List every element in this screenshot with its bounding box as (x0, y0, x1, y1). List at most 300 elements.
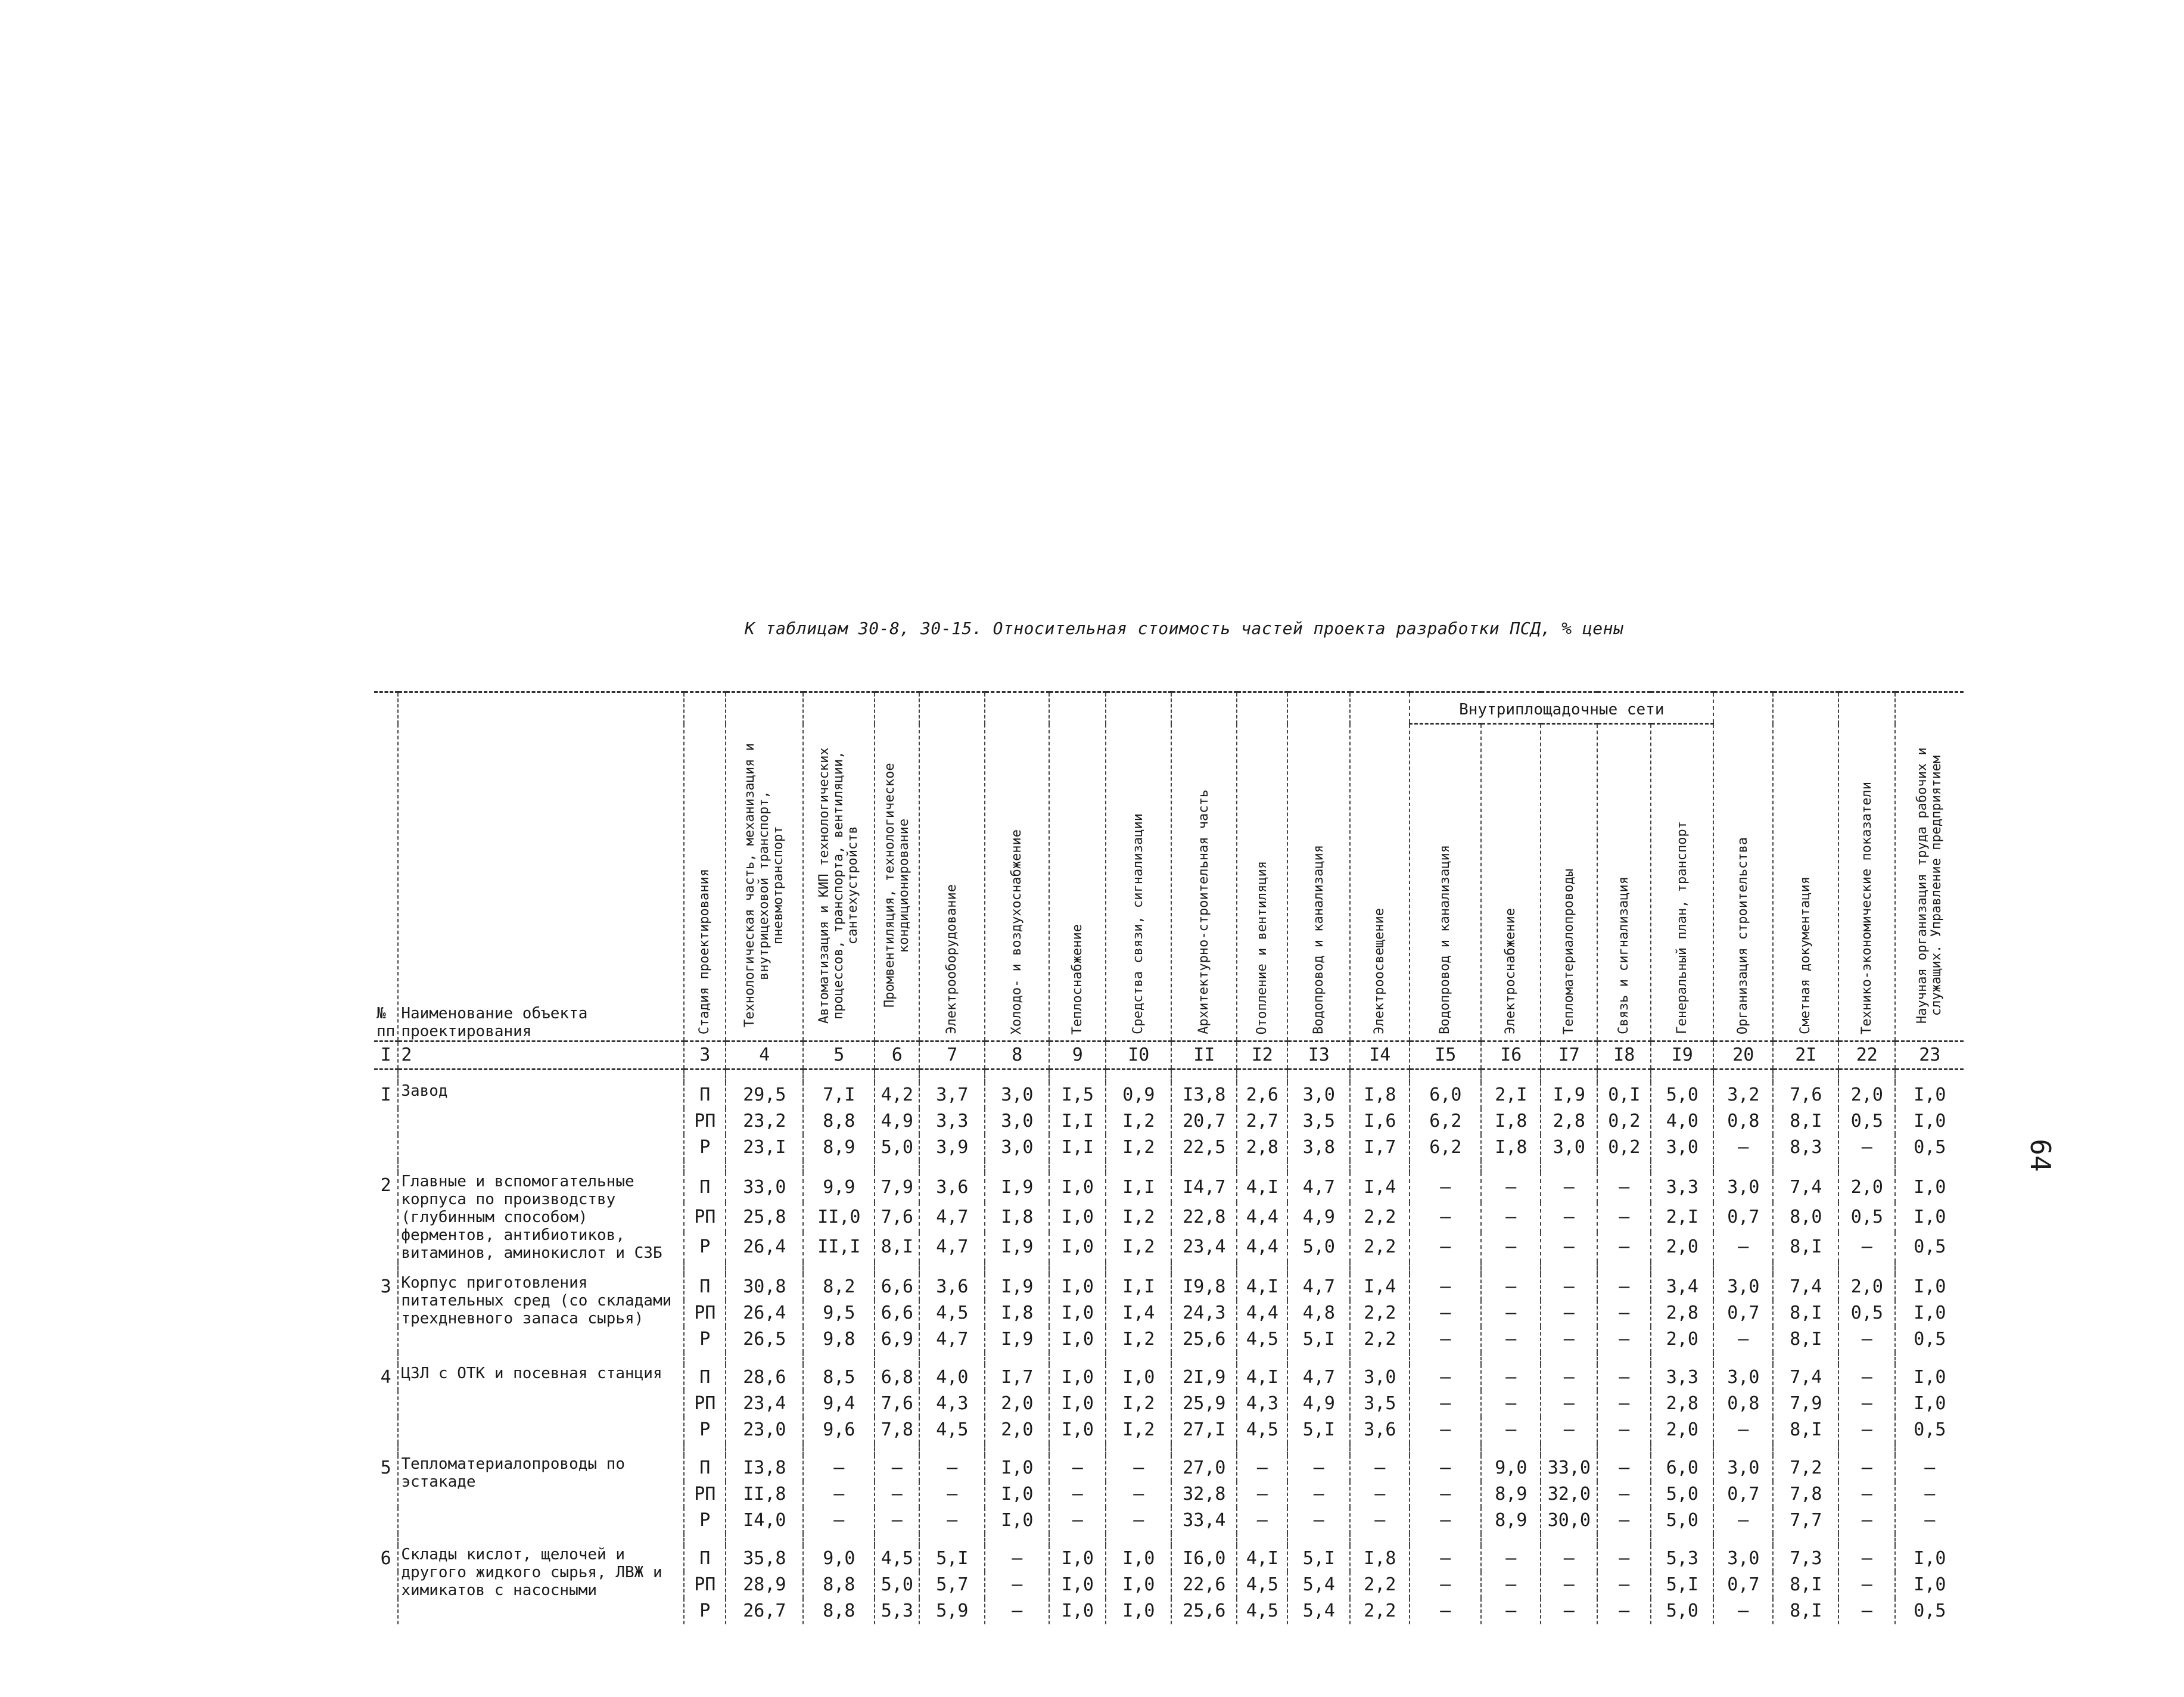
header-col-21 (1773, 692, 1838, 1042)
spacer-cell (1651, 1262, 1713, 1274)
value-cell: – (875, 1481, 919, 1508)
spacer-cell (1350, 1443, 1410, 1455)
value-cell: – (1410, 1508, 1481, 1534)
value-cell: – (1541, 1232, 1597, 1262)
column-number: 6 (875, 1042, 919, 1070)
value-cell: 33,0 (1541, 1455, 1597, 1481)
header-col-7 (919, 692, 985, 1042)
value-cell: 2,I (1481, 1082, 1541, 1108)
value-cell: – (985, 1546, 1049, 1572)
header-col-8 (985, 692, 1049, 1042)
value-cell: – (1481, 1173, 1541, 1202)
spacer-cell (1481, 1262, 1541, 1274)
spacer-cell (374, 1070, 398, 1083)
value-cell: – (1541, 1598, 1597, 1624)
value-cell: 4,4 (1237, 1300, 1287, 1326)
spacer-cell (1481, 1070, 1541, 1083)
column-number: I8 (1597, 1042, 1651, 1070)
value-cell: 7,I (803, 1082, 875, 1108)
value-cell: 0,2 (1597, 1108, 1651, 1135)
value-cell: 32,0 (1541, 1481, 1597, 1508)
header-col-8-text: Холодо- и воздухоснабжение (1009, 829, 1025, 1034)
column-number: I3 (1287, 1042, 1350, 1070)
value-cell: – (1481, 1365, 1541, 1391)
cost-table (374, 691, 1964, 1624)
column-number: I4 (1350, 1042, 1410, 1070)
value-cell: I,7 (985, 1365, 1049, 1391)
header-col-7-wrap (922, 725, 982, 1040)
value-cell: 4,4 (1237, 1232, 1287, 1262)
value-cell: – (1713, 1417, 1773, 1443)
value-cell: – (875, 1455, 919, 1481)
column-number: 9 (1049, 1042, 1106, 1070)
header-col-17-wrap (1544, 725, 1594, 1040)
stage-cell: РП (684, 1108, 726, 1135)
spacer-cell (1237, 1443, 1287, 1455)
value-cell: 0,5 (1838, 1300, 1895, 1326)
value-cell: – (1410, 1326, 1481, 1353)
column-number: I6 (1481, 1042, 1541, 1070)
value-cell: 22,8 (1171, 1202, 1237, 1232)
spacer-cell (726, 1443, 803, 1455)
value-cell: I,0 (1895, 1202, 1964, 1232)
value-cell: – (803, 1508, 875, 1534)
value-cell: 0,I (1597, 1082, 1651, 1108)
value-cell: 4,5 (1237, 1598, 1287, 1624)
value-cell: – (1481, 1572, 1541, 1598)
value-cell: I,0 (1895, 1300, 1964, 1326)
spacer-cell (985, 1070, 1049, 1083)
value-cell: I,0 (1106, 1598, 1171, 1624)
value-cell: 8,I (1773, 1326, 1838, 1353)
value-cell: – (1597, 1455, 1651, 1481)
value-cell: 6,6 (875, 1274, 919, 1300)
spacer-cell (1895, 1534, 1964, 1546)
spacer-cell (919, 1443, 985, 1455)
value-cell: 0,8 (1713, 1391, 1773, 1417)
value-cell: I,0 (1895, 1173, 1964, 1202)
value-cell: – (1713, 1135, 1773, 1161)
spacer-cell (1541, 1443, 1597, 1455)
value-cell: 0,9 (1106, 1082, 1171, 1108)
value-cell: 26,4 (726, 1232, 803, 1262)
spacer-cell (1773, 1353, 1838, 1365)
spacer-cell (1597, 1353, 1651, 1365)
spacer-cell (1713, 1070, 1773, 1083)
value-cell: – (1838, 1481, 1895, 1508)
value-cell: 23,4 (726, 1391, 803, 1417)
value-cell: 4,I (1237, 1173, 1287, 1202)
spacer-cell (684, 1161, 726, 1173)
value-cell: 8,2 (803, 1274, 875, 1300)
table-row (374, 1365, 1964, 1391)
value-cell: 5,I (1287, 1546, 1350, 1572)
spacer-cell (1106, 1262, 1171, 1274)
value-cell: – (1410, 1546, 1481, 1572)
value-cell: 30,8 (726, 1274, 803, 1300)
value-cell: 23,I (726, 1135, 803, 1161)
value-cell: 3,8 (1287, 1135, 1350, 1161)
value-cell: II,8 (726, 1481, 803, 1508)
value-cell: I,4 (1350, 1274, 1410, 1300)
header-col-10-text: Средства связи, сигнализации (1131, 813, 1146, 1034)
value-cell: 8,8 (803, 1572, 875, 1598)
spacer-cell (1171, 1262, 1237, 1274)
spacer-cell (875, 1534, 919, 1546)
value-cell: 5,4 (1287, 1572, 1350, 1598)
value-cell: 5,I (1651, 1572, 1713, 1598)
header-col-5 (803, 692, 875, 1042)
value-cell: 32,8 (1171, 1481, 1237, 1508)
value-cell: 3,0 (1713, 1365, 1773, 1391)
header-col-19 (1651, 724, 1713, 1042)
value-cell: – (1410, 1391, 1481, 1417)
spacer-cell (374, 1443, 398, 1455)
value-cell: 22,6 (1171, 1572, 1237, 1598)
value-cell: I,8 (1350, 1546, 1410, 1572)
value-cell: 7,6 (1773, 1082, 1838, 1108)
value-cell: 3,9 (919, 1135, 985, 1161)
value-cell: I,0 (1049, 1598, 1106, 1624)
value-cell: 7,6 (875, 1391, 919, 1417)
value-cell: 30,0 (1541, 1508, 1597, 1534)
value-cell: I,8 (985, 1202, 1049, 1232)
header-col-15 (1410, 724, 1481, 1042)
spacer-cell (1773, 1070, 1838, 1083)
object-name: Склады кислот, щелочей и другого жидкого сырья, ЛВЖ и химикатов с насосными (398, 1546, 684, 1624)
value-cell: – (1481, 1274, 1541, 1300)
value-cell: 8,I (875, 1232, 919, 1262)
spacer-cell (1481, 1534, 1541, 1546)
spacer-cell (1541, 1353, 1597, 1365)
value-cell: – (1597, 1202, 1651, 1232)
value-cell: 2,8 (1541, 1108, 1597, 1135)
value-cell: 2,8 (1237, 1135, 1287, 1161)
value-cell: – (1350, 1508, 1410, 1534)
stage-cell: П (684, 1274, 726, 1300)
value-cell: – (1597, 1572, 1651, 1598)
value-cell: – (1838, 1365, 1895, 1391)
header-col-19-wrap (1654, 725, 1710, 1040)
value-cell: I,0 (1049, 1572, 1106, 1598)
header-col-13-wrap (1290, 725, 1347, 1040)
spacer-cell (1106, 1353, 1171, 1365)
spacer-cell (1651, 1443, 1713, 1455)
value-cell: 3,0 (1713, 1173, 1773, 1202)
spacer-cell (684, 1353, 726, 1365)
value-cell: 2,2 (1350, 1572, 1410, 1598)
value-cell: – (1410, 1232, 1481, 1262)
header-col-11-wrap (1174, 725, 1234, 1040)
value-cell: I,2 (1106, 1135, 1171, 1161)
table-row (374, 1082, 1964, 1108)
object-name: Завод (398, 1082, 684, 1161)
value-cell: 5,0 (1651, 1508, 1713, 1534)
spacer-cell (1237, 1262, 1287, 1274)
value-cell: – (1106, 1455, 1171, 1481)
value-cell: – (1838, 1391, 1895, 1417)
spacer-cell (1237, 1534, 1287, 1546)
value-cell: – (1597, 1326, 1651, 1353)
column-number: I5 (1410, 1042, 1481, 1070)
value-cell: 7,4 (1773, 1274, 1838, 1300)
spacer-cell (1481, 1161, 1541, 1173)
value-cell: – (1049, 1508, 1106, 1534)
value-cell: 2,2 (1350, 1202, 1410, 1232)
value-cell: I,8 (1481, 1135, 1541, 1161)
value-cell: 25,8 (726, 1202, 803, 1232)
row-number: I (380, 1084, 391, 1105)
value-cell: – (1410, 1598, 1481, 1624)
value-cell: 3,0 (985, 1135, 1049, 1161)
spacer-cell (1237, 1070, 1287, 1083)
row-number: 6 (380, 1548, 391, 1569)
value-cell: – (1838, 1598, 1895, 1624)
value-cell: 0,5 (1838, 1108, 1895, 1135)
value-cell: – (1597, 1365, 1651, 1391)
spacer-cell (1410, 1534, 1481, 1546)
value-cell: 3,0 (1350, 1365, 1410, 1391)
value-cell: 0,2 (1597, 1135, 1651, 1161)
spacer-cell (1350, 1161, 1410, 1173)
value-cell: 29,5 (726, 1082, 803, 1108)
value-cell: 3,0 (985, 1082, 1049, 1108)
column-number: 23 (1895, 1042, 1964, 1070)
value-cell: 4,5 (1237, 1326, 1287, 1353)
header-col-6-text: Промвентиляция, технологическое кондиционирование (882, 763, 911, 1008)
table-title: К таблицам 30-8, 30-15. Относительная стоимость частей проекта разработки ПСД, % цены (745, 618, 1624, 638)
row-number: 5 (380, 1457, 391, 1478)
spacer-cell (1895, 1070, 1964, 1083)
value-cell: 8,I (1773, 1572, 1838, 1598)
spacer-cell (1597, 1534, 1651, 1546)
value-cell: 9,4 (803, 1391, 875, 1417)
header-col-16 (1481, 724, 1541, 1042)
value-cell: 2,0 (1838, 1274, 1895, 1300)
column-number: 5 (803, 1042, 875, 1070)
spacer-cell (398, 1262, 684, 1274)
spacer-cell (1597, 1070, 1651, 1083)
row-number: 4 (380, 1367, 391, 1388)
value-cell: – (1597, 1417, 1651, 1443)
spacer-cell (1541, 1070, 1597, 1083)
value-cell: 4,7 (1287, 1173, 1350, 1202)
value-cell: – (1049, 1455, 1106, 1481)
spacer-cell (875, 1443, 919, 1455)
value-cell: – (1410, 1481, 1481, 1508)
value-cell: 2,0 (985, 1417, 1049, 1443)
value-cell: 4,8 (1287, 1300, 1350, 1326)
value-cell: 23,0 (726, 1417, 803, 1443)
stage-cell: Р (684, 1598, 726, 1624)
value-cell: 33,0 (726, 1173, 803, 1202)
value-cell: – (1350, 1455, 1410, 1481)
value-cell: – (1106, 1508, 1171, 1534)
header-col-6 (875, 692, 919, 1042)
spacer-cell (1838, 1534, 1895, 1546)
value-cell: – (1237, 1508, 1287, 1534)
value-cell: – (1597, 1232, 1651, 1262)
spacer-cell (1541, 1262, 1597, 1274)
value-cell: I,4 (1106, 1300, 1171, 1326)
table-row (374, 1274, 1964, 1300)
header-col-7-text: Электрооборудование (944, 884, 960, 1034)
header-col-16-text: Электроснабжение (1503, 908, 1519, 1034)
spacer-cell (374, 1534, 398, 1546)
header-col-13 (1287, 692, 1350, 1042)
value-cell: 28,6 (726, 1365, 803, 1391)
header-stage (684, 692, 726, 1042)
header-col-18 (1597, 724, 1651, 1042)
value-cell: – (1287, 1455, 1350, 1481)
value-cell: 5,0 (1651, 1481, 1713, 1508)
value-cell: I,2 (1106, 1417, 1171, 1443)
value-cell: 4,0 (919, 1365, 985, 1391)
stage-cell: П (684, 1455, 726, 1481)
spacer-cell (985, 1161, 1049, 1173)
value-cell: 0,5 (1838, 1202, 1895, 1232)
value-cell: 23,4 (1171, 1232, 1237, 1262)
spacer-cell (398, 1443, 684, 1455)
value-cell: 6,2 (1410, 1135, 1481, 1161)
stage-cell: РП (684, 1202, 726, 1232)
spacer-cell (726, 1353, 803, 1365)
header-col-9-text: Теплоснабжение (1069, 924, 1085, 1034)
value-cell: 33,4 (1171, 1508, 1237, 1534)
value-cell: 4,9 (1287, 1202, 1350, 1232)
value-cell: 5,3 (875, 1598, 919, 1624)
header-col-22-wrap (1841, 725, 1892, 1040)
value-cell: 8,I (1773, 1108, 1838, 1135)
value-cell: – (803, 1455, 875, 1481)
spacer-cell (1713, 1353, 1773, 1365)
header-col-9-wrap (1052, 725, 1103, 1040)
value-cell: I,2 (1106, 1232, 1171, 1262)
value-cell: 9,5 (803, 1300, 875, 1326)
value-cell: 4,4 (1237, 1202, 1287, 1232)
spacer-cell (1410, 1070, 1481, 1083)
value-cell: 4,0 (1651, 1108, 1713, 1135)
spacer-cell (1651, 1534, 1713, 1546)
value-cell: I,I (1106, 1274, 1171, 1300)
value-cell: I,0 (1106, 1572, 1171, 1598)
value-cell: – (1895, 1481, 1964, 1508)
spacer-cell (803, 1353, 875, 1365)
header-col-11-text: Архитектурно-строительная часть (1196, 790, 1212, 1034)
stage-cell: П (684, 1173, 726, 1202)
header-col-6-wrap (878, 725, 916, 1040)
value-cell: 7,9 (1773, 1391, 1838, 1417)
spacer-cell (875, 1262, 919, 1274)
header-stage-wrap (687, 725, 723, 1040)
spacer-cell (919, 1534, 985, 1546)
value-cell: 8,5 (803, 1365, 875, 1391)
spacer-cell (1410, 1353, 1481, 1365)
spacer-cell (1049, 1070, 1106, 1083)
header-col-10-wrap (1109, 725, 1168, 1040)
value-cell: 2,2 (1350, 1326, 1410, 1353)
value-cell: – (1237, 1455, 1287, 1481)
value-cell: 8,0 (1773, 1202, 1838, 1232)
table-row (374, 1455, 1964, 1481)
value-cell: I,0 (985, 1508, 1049, 1534)
value-cell: I,0 (1049, 1365, 1106, 1391)
value-cell: 4,2 (875, 1082, 919, 1108)
column-number: II (1171, 1042, 1237, 1070)
value-cell: – (803, 1481, 875, 1508)
header-col-12 (1237, 692, 1287, 1042)
header-col-16-wrap (1484, 725, 1538, 1040)
stage-cell: П (684, 1082, 726, 1108)
spacer-cell (803, 1443, 875, 1455)
value-cell: 4,3 (919, 1391, 985, 1417)
column-number: I9 (1651, 1042, 1713, 1070)
value-cell: 8,I (1773, 1417, 1838, 1443)
value-cell: – (1481, 1417, 1541, 1443)
value-cell: – (1541, 1572, 1597, 1598)
column-number: 8 (985, 1042, 1049, 1070)
spacer-cell (1895, 1262, 1964, 1274)
spacer-cell (1481, 1353, 1541, 1365)
value-cell: 3,0 (1541, 1135, 1597, 1161)
column-number: 4 (726, 1042, 803, 1070)
spacer-cell (726, 1161, 803, 1173)
spacer-cell (684, 1443, 726, 1455)
value-cell: 3,0 (1713, 1274, 1773, 1300)
spacer-cell (1171, 1534, 1237, 1546)
value-cell: – (1541, 1300, 1597, 1326)
spacer-cell (1651, 1161, 1713, 1173)
value-cell: – (1541, 1365, 1597, 1391)
spacer-cell (1287, 1262, 1350, 1274)
row-number: 3 (380, 1276, 391, 1297)
spacer-cell (1410, 1443, 1481, 1455)
spacer-cell (1895, 1443, 1964, 1455)
value-cell: II,0 (803, 1202, 875, 1232)
spacer-cell (1481, 1443, 1541, 1455)
spacer-cell (684, 1262, 726, 1274)
value-cell: 5,0 (1651, 1082, 1713, 1108)
value-cell: 3,2 (1713, 1082, 1773, 1108)
value-cell: I,0 (1049, 1232, 1106, 1262)
spacer-cell (1171, 1443, 1237, 1455)
spacer-cell (1287, 1070, 1350, 1083)
value-cell: 2,7 (1237, 1108, 1287, 1135)
value-cell: 5,I (1287, 1326, 1350, 1353)
value-cell: – (1597, 1274, 1651, 1300)
spacer-cell (1106, 1161, 1171, 1173)
value-cell: I,2 (1106, 1391, 1171, 1417)
value-cell: – (1410, 1572, 1481, 1598)
spacer-cell (1049, 1534, 1106, 1546)
value-cell: I,5 (1049, 1082, 1106, 1108)
value-cell: 2,6 (1237, 1082, 1287, 1108)
value-cell: – (985, 1572, 1049, 1598)
spacer-cell (1287, 1161, 1350, 1173)
value-cell: 20,7 (1171, 1108, 1237, 1135)
value-cell: 2,0 (1651, 1417, 1713, 1443)
spacer-cell (1171, 1070, 1237, 1083)
value-cell: – (1838, 1326, 1895, 1353)
value-cell: 3,6 (1350, 1417, 1410, 1443)
spacer-cell (398, 1534, 684, 1546)
column-number: 20 (1713, 1042, 1773, 1070)
value-cell: I,0 (1049, 1173, 1106, 1202)
value-cell: I,0 (1049, 1546, 1106, 1572)
value-cell: I,8 (1481, 1108, 1541, 1135)
value-cell: 3,6 (919, 1173, 985, 1202)
column-number: 7 (919, 1042, 985, 1070)
